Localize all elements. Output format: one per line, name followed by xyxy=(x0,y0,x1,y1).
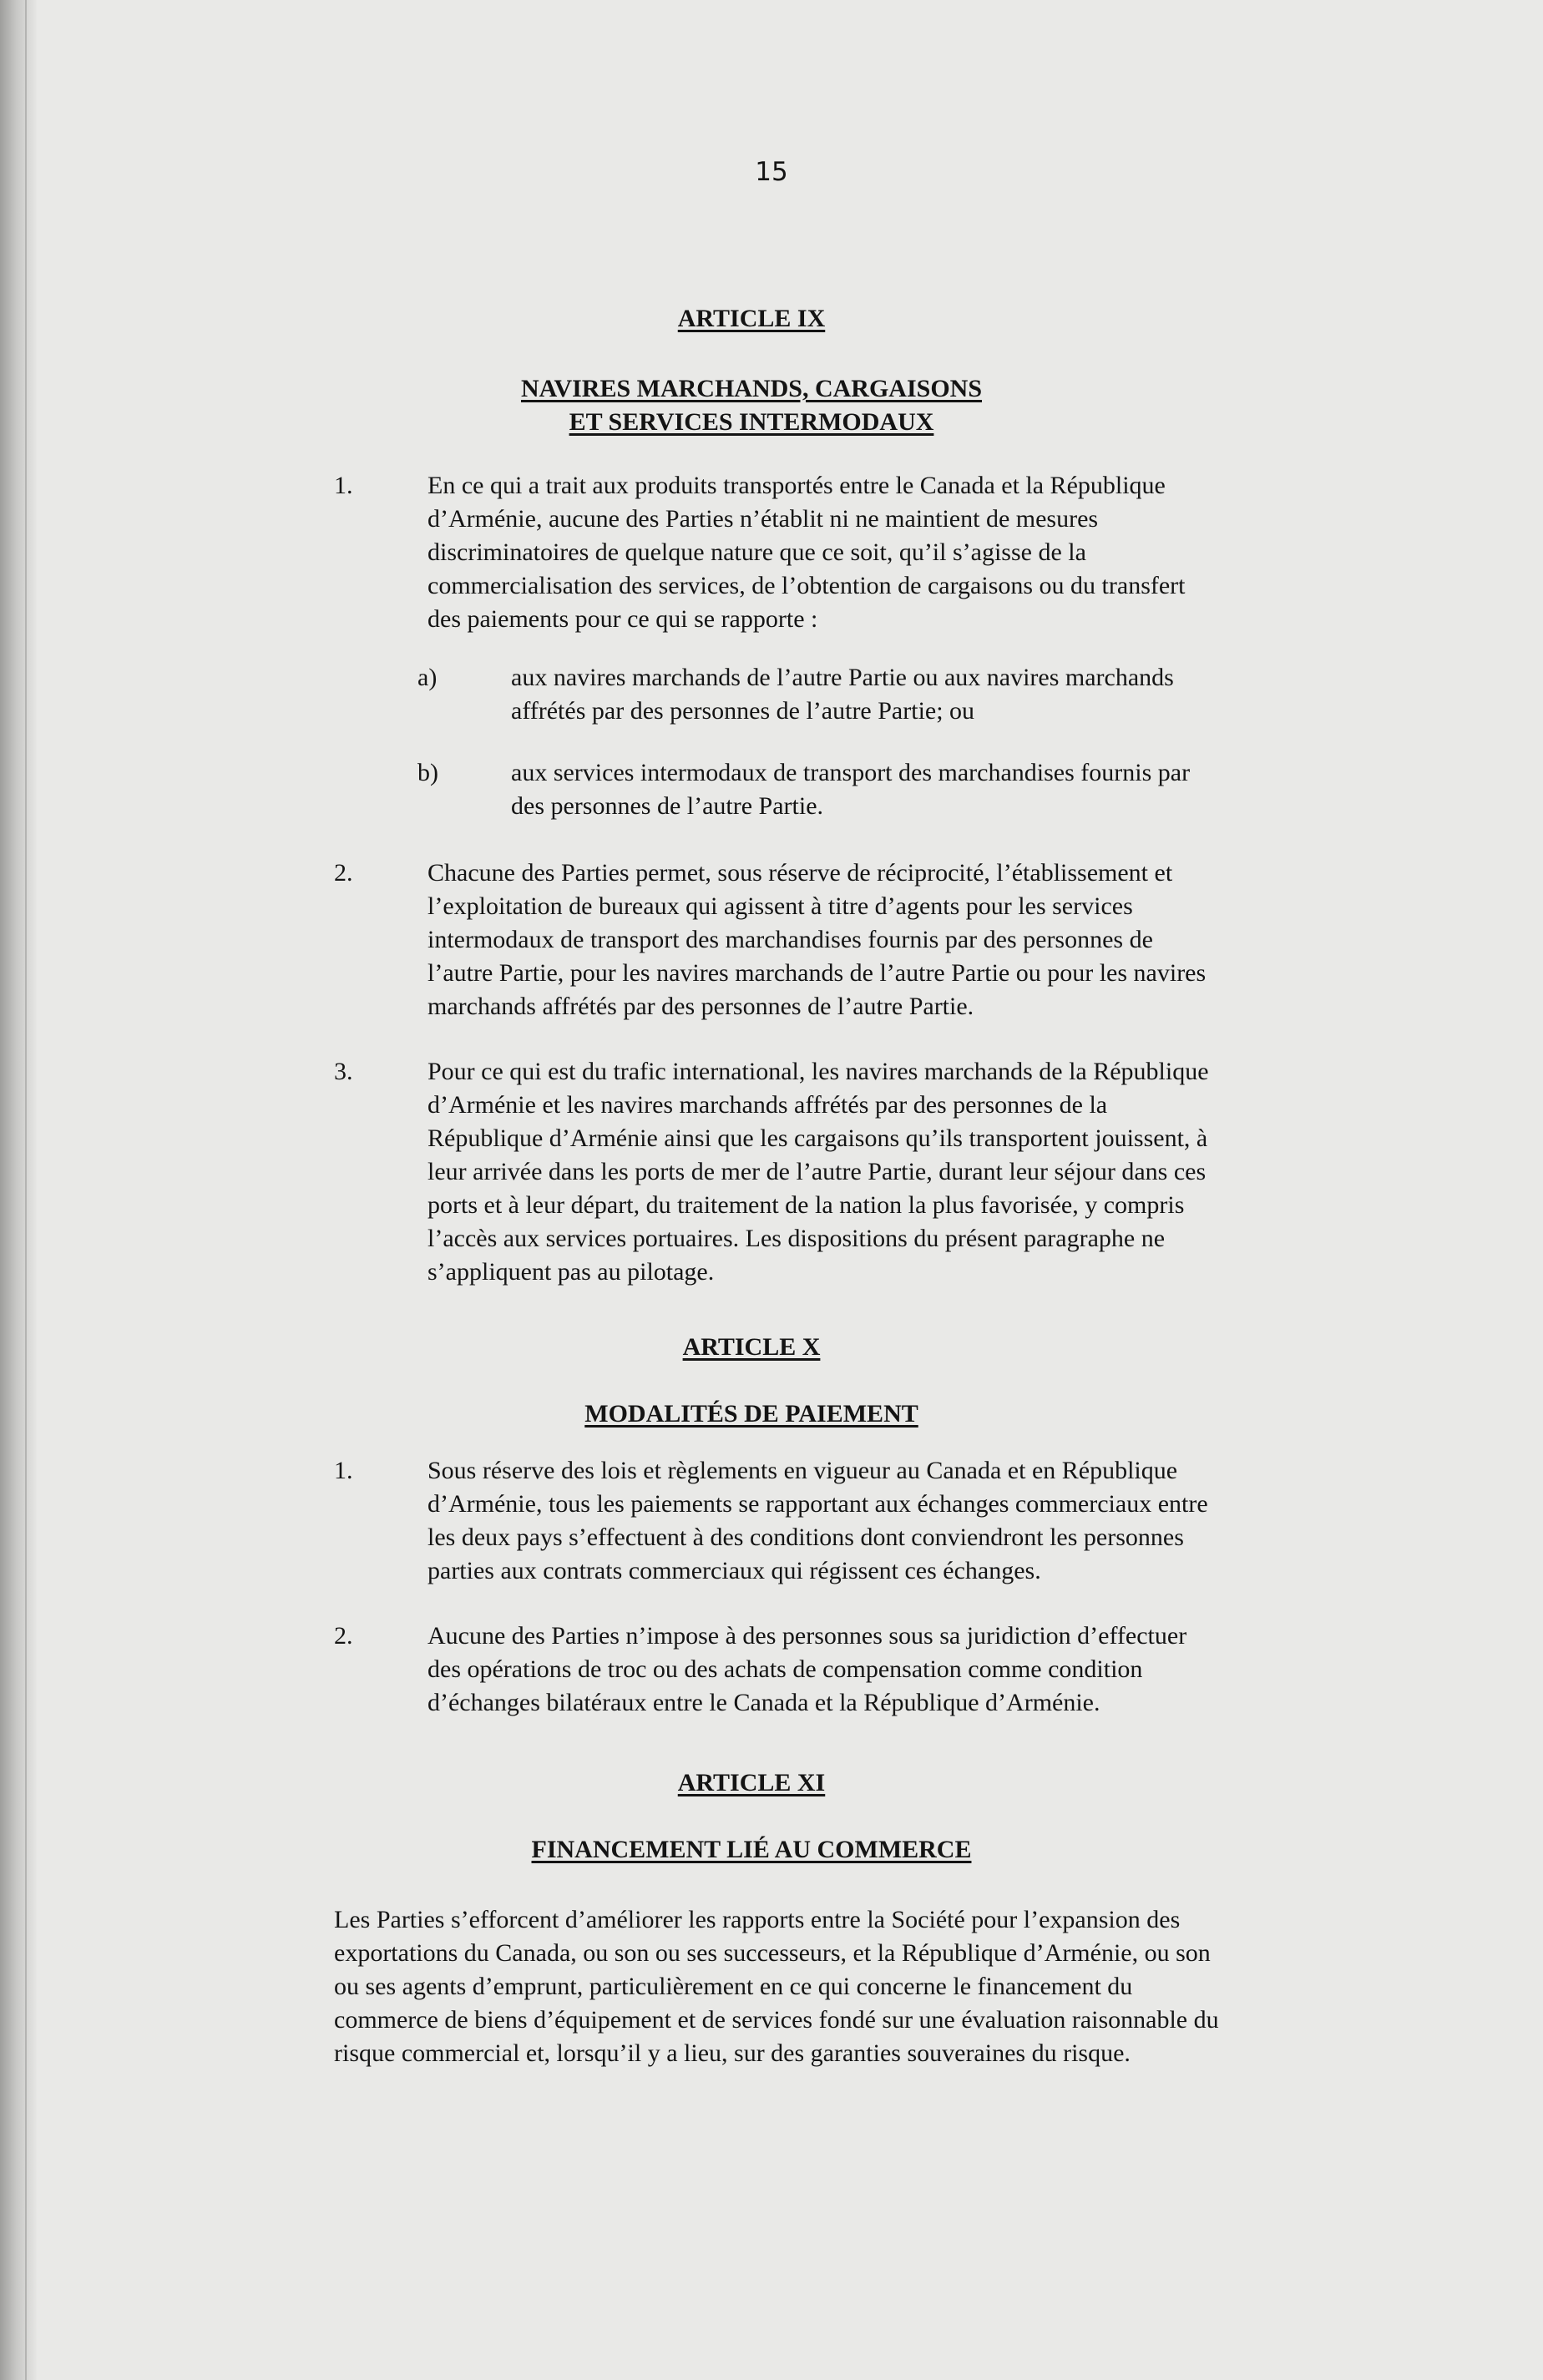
article-x-title: ARTICLE X xyxy=(682,1333,821,1361)
paragraph-text: Les Parties s’efforcent d’améliorer les rapports entre la Société pour l’expansion des exportations du Canada, ou son ou ses successeurs, et la République d’Arménie, ou son ou ses agents d’emprunt, particulièrement en ce qui concerne le financement du commerce de biens d’équipement et de services fondé sur une évaluation raisonnable du risque commercial et, lorsqu’il y a lieu, sur des garanties souveraines du risque. xyxy=(334,1906,1219,2067)
article-ix-paragraph-2 xyxy=(334,856,1221,1023)
subitem-text: aux navires marchands de l’autre Partie ou aux navires marchands affrétés par des personnes de l’autre Partie; ou xyxy=(511,664,1174,725)
paragraph-text: Aucune des Parties n’impose à des personnes sous sa juridiction d’effectuer des opérations de troc ou des achats de compensation comme condition d’échanges bilatéraux entre le Canada et la République d’Arménie. xyxy=(427,1622,1187,1716)
article-ix-subitem-a xyxy=(334,661,1221,728)
article-ix-subitem-b xyxy=(334,756,1221,823)
paragraph-number: 1. xyxy=(334,1457,353,1484)
article-ix-title: ARTICLE IX xyxy=(677,305,826,332)
article-xi-paragraph xyxy=(334,1903,1221,2070)
article-ix-section-title xyxy=(334,372,1035,439)
page-number: 15 xyxy=(755,157,788,187)
article-ix-section-line1: NAVIRES MARCHANDS, CARGAISONS xyxy=(520,375,983,402)
paragraph-text: Chacune des Parties permet, sous réserve de réciprocité, l’établissement et l’exploitation de bureaux qui agissent à titre d’agents pour les services intermodaux de transport des marchandises fournis par des personnes de l’autre Partie, pour les navires marchands de l’autre Partie ou pour les navires marchands affrétés par des personnes de l’autre Partie. xyxy=(427,859,1207,1020)
article-x-paragraph-1 xyxy=(334,1454,1221,1588)
article-ix-section-line2: ET SERVICES INTERMODAUX xyxy=(569,408,934,436)
paragraph-text: Pour ce qui est du trafic international, les navires marchands de la République d’Arménie et les navires marchands affrétés par des personnes de la République d’Arménie ainsi que les cargaisons qu’ils transportent jouissent, à leur arrivée dans les ports de mer de l’autre Partie, durant leur séjour dans ces ports et à leur départ, du traitement de la nation la plus favorisée, y compris l’accès aux services portuaires. Les dispositions du présent paragraphe ne s’appliquent pas au pilotage. xyxy=(427,1058,1209,1286)
paragraph-text: Sous réserve des lois et règlements en vigueur au Canada et en République d’Arménie, tous les paiements se rapportant aux échanges commerciaux entre les deux pays s’effectuent à des conditions dont conviendront les personnes parties aux contrats commerciaux qui régissent ces échanges. xyxy=(427,1457,1208,1584)
document-body xyxy=(334,302,1386,2070)
subitem-letter: b) xyxy=(417,759,438,786)
paragraph-number: 1. xyxy=(334,472,353,499)
subitem-letter: a) xyxy=(417,664,438,691)
article-ix-paragraph-3 xyxy=(334,1055,1221,1289)
paragraph-number: 2. xyxy=(334,859,353,887)
paragraph-number: 3. xyxy=(334,1058,353,1085)
article-xi-title: ARTICLE XI xyxy=(677,1769,826,1796)
paragraph-number: 2. xyxy=(334,1622,353,1650)
article-ix-paragraph-1 xyxy=(334,469,1221,636)
article-xi-section-title: FINANCEMENT LIÉ AU COMMERCE xyxy=(531,1836,972,1863)
paragraph-text: En ce qui a trait aux produits transportés entre le Canada et la République d’Arménie, aucune des Parties n’établit ni ne maintient de mesures discriminatoires de quelque nature que ce soit, qu’il s’agisse de la commercialisation des services, de l’obtention de cargaisons ou du transfert des paiements pour ce qui se rapporte : xyxy=(427,472,1186,633)
article-x-paragraph-2 xyxy=(334,1620,1221,1720)
subitem-text: aux services intermodaux de transport des marchandises fournis par des personnes de l’autre Partie. xyxy=(511,759,1191,820)
article-x-section-title: MODALITÉS DE PAIEMENT xyxy=(584,1400,918,1427)
